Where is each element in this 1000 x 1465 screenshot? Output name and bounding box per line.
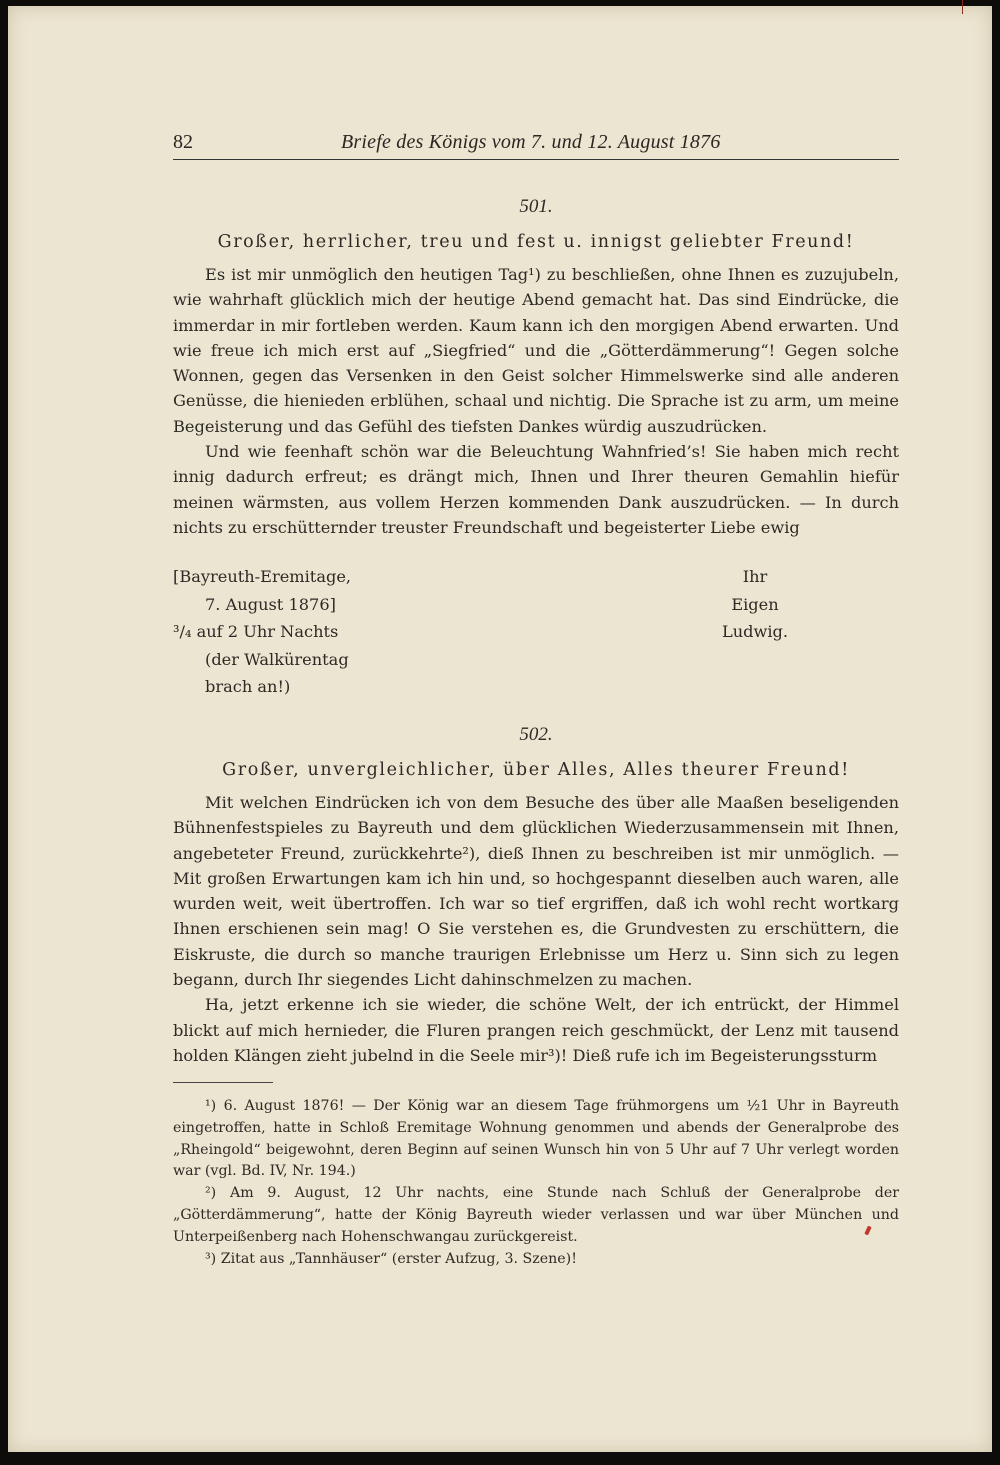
closing-line: brach an!) (205, 677, 291, 696)
letter-501-body (173, 262, 899, 540)
header-rule (173, 159, 899, 160)
footnote-rule (173, 1082, 273, 1083)
footnote-2: ²) Am 9. August, 12 Uhr nachts, eine Stunde nach Schluß der Generalprobe der „Götterdämmerung“, hatte der König Bayreuth wieder verlassen und war über München und Unterpeißenberg nach Hohenschwangau zurückgereist. (173, 1185, 899, 1245)
closing-line: ³/₄ auf 2 Uhr Nachts (173, 622, 339, 641)
running-title: Briefe des Königs vom 7. und 12. August 1876 (341, 131, 721, 153)
letter-number-502: 502. (519, 724, 553, 745)
footnote-3: ³) Zitat aus „Tannhäuser“ (erster Aufzug, 3. Szene)! (205, 1250, 577, 1267)
closing-line: [Bayreuth-Eremitage, (173, 567, 352, 586)
letter-501-paragraph: Es ist mir unmöglich den heutigen Tag¹) zu beschließen, ohne Ihnen es zuzujubeln, wie wahrhaft glücklich mich der heutige Abend gemacht hat. Das sind Eindrücke, die immerdar in mir fortleben werden. Kaum kann ich den morgigen Abend erwarten. Und wie freue ich mich erst auf „Siegfried“ und die „Götterdämmerung“! Gegen solche Wonnen, gegen das Versenken in den Geist solcher Himmelswerke sind alle anderen Genüsse, die hienieden erblühen, schaal und nichtig. Die Sprache ist zu arm, um meine Begeisterung und das Gefühl des tiefsten Dankes würdig auszudrücken. (173, 265, 899, 436)
closing-line: (der Walkürentag (205, 649, 349, 669)
letter-502-paragraph: Ha, jetzt erkenne ich sie wieder, die schöne Welt, der ich entrückt, der Himmel blickt auf mich hernieder, die Fluren prangen reich geschmückt, der Lenz mit tausend holden Klängen zieht jubelnd in die Seele mir³)! Dieß rufe ich im Begeisterungssturm (173, 995, 899, 1065)
page-number: 82 (173, 131, 193, 153)
signature-line: Ludwig. (721, 622, 789, 641)
letter-501-signature (700, 563, 810, 646)
letter-502-body (173, 790, 899, 1068)
page-edge-mark (962, 0, 993, 14)
running-header (173, 131, 899, 157)
letter-501-paragraph: Und wie feenhaft schön war die Beleuchtung Wahnfried’s! Sie haben mich recht innig dadurch erfreut; es drängt mich, Ihnen und Ihrer theuren Gemahlin hiefür meinen wärmsten, aus vollem Herzen kommenden Dank auszudrücken. — In durch nichts zu erschütternder treuster Freundschaft und begeisterter Liebe ewig (173, 442, 899, 537)
letter-502-salutation: Großer, unvergleichlicher, über Alles, Alles theurer Freund! (222, 760, 850, 780)
signature-line: Eigen (731, 594, 779, 614)
footnote-1: ¹) 6. August 1876! — Der König war an diesem Tage frühmorgens um ½1 Uhr in Bayreuth eingetroffen, hatte in Schloß Eremitage Wohnung genommen und abends der Generalprobe des „Rheingold“ beigewohnt, deren Beginn auf seinen Wunsch hin von 5 Uhr auf 7 Uhr verlegt worden war (vgl. Bd. IV, Nr. 194.) (173, 1098, 899, 1180)
footnotes (173, 1096, 899, 1270)
letter-502-paragraph: Mit welchen Eindrücken ich von dem Besuche des über alle Maaßen beseligenden Bühnenfestspieles zu Bayreuth und dem glücklichen Wiederzusammensein mit Ihnen, angebeteter Freund, zurückkehrte²), dieß Ihnen zu beschreiben ist mir unmöglich. — Mit großen Erwartungen kam ich hin und, so hochgespannt dieselben auch waren, alle wurden weit, weit übertroffen. Ich war so tief ergriffen, daß ich wohl recht wortkarg Ihnen erschienen sein mag! O Sie verstehen es, die Grundvesten zu erschüttern, die Eiskruste, die durch so manche traurigen Erlebnisse um Herz u. Sinn sich zu legen begann, durch Ihr siegendes Licht dahinschmelzen zu machen. (173, 793, 899, 990)
signature-line: Ihr (742, 567, 768, 586)
letter-number-501: 501. (519, 196, 553, 217)
letter-501-place-date (173, 563, 351, 701)
closing-line: 7. August 1876] (205, 594, 336, 614)
letter-501-salutation: Großer, herrlicher, treu und fest u. innigst geliebter Freund! (217, 232, 855, 252)
